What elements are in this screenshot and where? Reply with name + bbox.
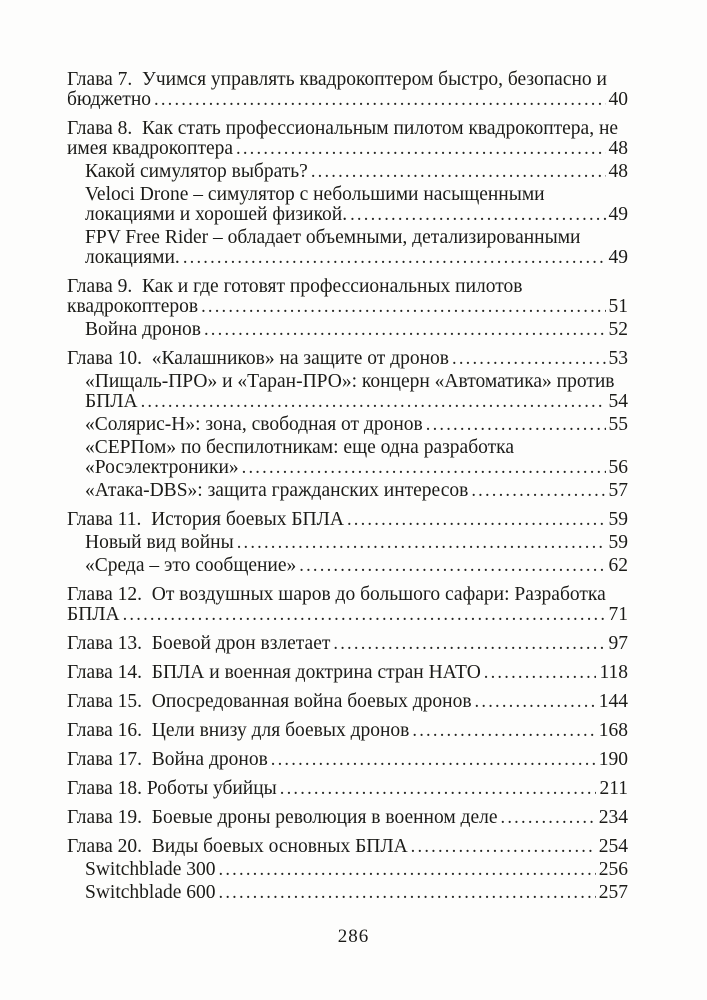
page-footer: [0, 926, 707, 948]
toc-entry-text: квадрокоптеров: [67, 297, 199, 317]
toc-entry-line: [85, 883, 628, 903]
toc-leader-dots: [201, 297, 605, 317]
toc-entry-text: Глава 14. БПЛА и военная доктрина стран НАТО: [67, 663, 481, 683]
toc-entry-text: Switchblade 300: [85, 860, 216, 880]
toc-entry-text: локациями.: [85, 248, 180, 268]
toc-page-number: 48: [608, 162, 628, 182]
toc-leader-dots: [426, 415, 606, 435]
toc-entry-line: «СЕРПом» по беспилотникам: еще одна разработка: [85, 438, 514, 458]
toc-page-number: 190: [598, 750, 628, 770]
toc-page-number: 118: [599, 663, 628, 683]
toc-leader-dots: [219, 860, 596, 880]
toc-entry: [67, 70, 628, 110]
toc-page-number: 257: [598, 883, 628, 903]
toc-entry-text: «Среда – это сообщение»: [85, 556, 297, 576]
toc-page-number: 168: [598, 721, 628, 741]
toc-entry-text: Какой симулятор выбрать?: [85, 162, 308, 182]
toc-leader-dots: [411, 837, 596, 857]
toc-leader-dots: [475, 692, 596, 712]
toc-entry-line: [67, 692, 628, 712]
toc-entry-text: Глава 15. Опосредованная война боевых дронов: [67, 692, 472, 712]
toc-leader-dots: [219, 883, 596, 903]
toc-leader-dots: [204, 320, 606, 340]
toc-entry-line: [67, 297, 628, 317]
toc-page-number: 57: [608, 481, 628, 501]
toc-entry: [67, 533, 628, 553]
toc-entry-text: Новый вид войны: [85, 533, 234, 553]
toc-entry: [67, 556, 628, 576]
toc-entry-text: Глава 20. Виды боевых основных БПЛА: [67, 837, 408, 857]
toc-leader-dots: [412, 721, 595, 741]
toc-leader-dots: [236, 139, 605, 159]
toc-entry-line: Veloci Drone – симулятор с небольшими насыщенными: [85, 185, 545, 205]
toc-entry-text: «Росэлектроники»: [85, 458, 239, 478]
toc-page-number: 40: [608, 90, 628, 110]
toc-leader-dots: [154, 90, 606, 110]
toc-leader-dots: [350, 205, 605, 225]
toc-leader-dots: [333, 634, 605, 654]
toc-entry-line: [85, 320, 628, 340]
toc-entry-line: [67, 663, 628, 683]
toc-page-number: 54: [608, 392, 628, 412]
toc-entry-text: Глава 11. История боевых БПЛА: [67, 510, 344, 530]
toc-entry: [67, 277, 628, 317]
toc-entry-line: [67, 634, 628, 654]
toc-entry: [67, 779, 628, 799]
toc-entry-line: [67, 605, 628, 625]
toc-entry-line: [85, 392, 628, 412]
toc-leader-dots: [311, 162, 606, 182]
footer-page-number: 286: [337, 926, 370, 947]
toc-entry: [67, 481, 628, 501]
toc-entry-line: Глава 9. Как и где готовят профессиональных пилотов: [67, 277, 523, 297]
toc-entry-line: Глава 12. От воздушных шаров до большого сафари: Разработка: [67, 585, 606, 605]
toc-entry-line: [85, 860, 628, 880]
toc-leader-dots: [280, 779, 597, 799]
toc-entry: [67, 162, 628, 182]
toc-page-number: 49: [608, 205, 628, 225]
toc-entry-line: Глава 7. Учимся управлять квадрокоптером быстро, безопасно и: [67, 70, 607, 90]
toc-entry: [67, 721, 628, 741]
toc-entry: [67, 860, 628, 880]
toc-page-number: 53: [608, 349, 628, 369]
toc-entry-line: [85, 556, 628, 576]
toc-entry: [67, 349, 628, 369]
toc-entry-text: Глава 16. Цели внизу для боевых дронов: [67, 721, 410, 741]
toc-entry-text: «Атака-DBS»: защита гражданских интересов: [85, 481, 469, 501]
toc-entry-line: [85, 481, 628, 501]
toc-entry-text: Глава 10. «Калашников» на защите от дронов: [67, 349, 449, 369]
toc-entry-text: Глава 13. Боевой дрон взлетает: [67, 634, 331, 654]
toc-page-number: 56: [608, 458, 628, 478]
toc-entry-text: Switchblade 600: [85, 883, 216, 903]
toc-entry: [67, 750, 628, 770]
table-of-contents: [67, 70, 628, 903]
toc-entry-line: [67, 808, 628, 828]
toc-leader-dots: [347, 510, 606, 530]
toc-page-number: 48: [608, 139, 628, 159]
toc-page-number: 256: [598, 860, 628, 880]
toc-entry-line: [67, 510, 628, 530]
toc-entry-line: [67, 779, 628, 799]
toc-leader-dots: [123, 605, 606, 625]
toc-entry: [67, 634, 628, 654]
toc-entry-line: [67, 721, 628, 741]
toc-entry-line: [67, 750, 628, 770]
toc-entry: [67, 692, 628, 712]
toc-leader-dots: [271, 750, 596, 770]
toc-page-number: 62: [608, 556, 628, 576]
toc-entry-text: бюджетно: [67, 90, 151, 110]
toc-entry: [67, 185, 628, 225]
toc-entry-line: [85, 248, 628, 268]
toc-entry-line: [85, 162, 628, 182]
toc-leader-dots: [471, 481, 605, 501]
toc-entry: [67, 372, 628, 412]
toc-entry-text: Глава 17. Война дронов: [67, 750, 268, 770]
toc-leader-dots: [141, 392, 606, 412]
toc-page-number: 51: [608, 297, 628, 317]
toc-entry-text: локациями и хорошей физикой.: [85, 205, 348, 225]
toc-entry-text: БПЛА: [67, 605, 120, 625]
toc-leader-dots: [242, 458, 606, 478]
toc-entry-line: Глава 8. Как стать профессиональным пилотом квадрокоптера, не: [67, 119, 619, 139]
toc-entry: [67, 883, 628, 903]
toc-entry-line: FPV Free Rider – обладает объемными, детализированными: [85, 228, 581, 248]
toc-page-number: 254: [598, 837, 628, 857]
toc-entry-text: имея квадрокоптера: [67, 139, 234, 159]
toc-entry: [67, 119, 628, 159]
toc-entry-text: Война дронов: [85, 320, 201, 340]
toc-page-number: 59: [608, 510, 628, 530]
toc-entry-text: Глава 19. Боевые дроны революция в военном деле: [67, 808, 498, 828]
toc-entry: [67, 228, 628, 268]
toc-entry-line: [85, 205, 628, 225]
toc-entry: [67, 663, 628, 683]
toc-leader-dots: [237, 533, 606, 553]
toc-entry: [67, 808, 628, 828]
toc-leader-dots: [452, 349, 606, 369]
toc-entry: [67, 320, 628, 340]
toc-entry-line: [67, 837, 628, 857]
toc-entry-line: [67, 90, 628, 110]
toc-page-number: 211: [599, 779, 628, 799]
toc-entry-line: [85, 533, 628, 553]
toc-entry-text: БПЛА: [85, 392, 138, 412]
toc-entry: [67, 837, 628, 857]
toc-entry-line: [67, 349, 628, 369]
toc-entry: [67, 585, 628, 625]
toc-page-number: 55: [608, 415, 628, 435]
toc-page-number: 234: [598, 808, 628, 828]
toc-entry-line: «Пищаль-ПРО» и «Таран-ПРО»: концерн «Автоматика» против: [85, 372, 615, 392]
toc-leader-dots: [501, 808, 596, 828]
toc-page-number: 52: [608, 320, 628, 340]
toc-leader-dots: [484, 663, 597, 683]
toc-page-number: 59: [608, 533, 628, 553]
toc-entry-line: [85, 415, 628, 435]
toc-page-number: 49: [608, 248, 628, 268]
toc-entry: [67, 510, 628, 530]
toc-entry-text: Глава 18. Роботы убийцы: [67, 779, 277, 799]
toc-entry-line: [85, 458, 628, 478]
toc-leader-dots: [183, 248, 606, 268]
toc-page-number: 97: [608, 634, 628, 654]
toc-entry: [67, 438, 628, 478]
toc-page-number: 144: [598, 692, 628, 712]
toc-entry-line: [67, 139, 628, 159]
toc-leader-dots: [299, 556, 605, 576]
toc-entry: [67, 415, 628, 435]
toc-page-number: 71: [608, 605, 628, 625]
toc-entry-text: «Солярис-Н»: зона, свободная от дронов: [85, 415, 423, 435]
